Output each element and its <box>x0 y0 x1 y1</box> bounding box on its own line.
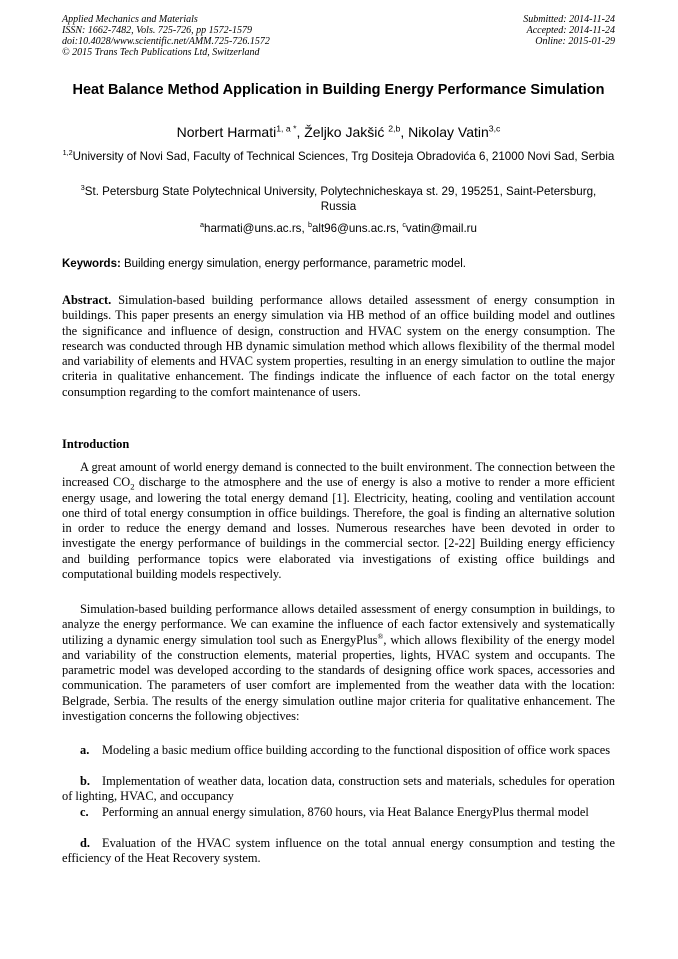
objective-label: c. <box>80 805 89 819</box>
affiliation-text: St. Petersburg State Polytechnical University, Polytechnicheskaya st. 29, 195251, Saint-Petersburg, Russia <box>84 185 597 213</box>
objective-item <box>62 836 615 867</box>
abstract-text: Simulation-based building performance allows detailed assessment of energy consumption in buildings. This paper presents an energy simulation via HB method of an office building model and outlines the significance and influence of design, construction and HVAC system on the energy consumption. The research was conducted through HB dynamic simulation method which allows flexibility of the thermal model and variability of elements and HVAC system properties, resulting in an energy simulation to outline the major criteria in qualitative enhancement. The findings indicate the influence of each factor on the total energy consumption regarding to the comfort maintenance of users. <box>62 293 615 399</box>
affiliation-text: University of Novi Sad, Faculty of Technical Sciences, Trg Dositeja Obradovića 6, 21000 Novi Sad, Serbia <box>72 150 615 163</box>
submitted-date: Submitted: 2014-11-24 <box>523 14 615 25</box>
doi-line: doi:10.4028/www.scientific.net/AMM.725-726.1572 <box>62 36 270 47</box>
paper-title: Heat Balance Method Application in Building Energy Performance Simulation <box>72 82 605 98</box>
paragraph-text: Simulation-based building performance allows detailed assessment of energy consumption in buildings, to analyze the energy performance. We can examine the influence of each factor extensively and systematically utilizing a dynamic energy simulation tool such as EnergyPlus <box>62 602 615 647</box>
abstract <box>62 293 615 400</box>
objective-text: Implementation of weather data, location data, construction sets and materials, schedules for operation of lighting, HVAC, and occupancy <box>62 774 615 804</box>
author-name: , Željko Jakšić <box>296 124 389 140</box>
email-address[interactable]: vatin@mail.ru <box>405 222 477 235</box>
keywords <box>62 257 615 272</box>
author-name: Norbert Harmati <box>176 124 277 140</box>
keywords-text: Building energy simulation, energy performance, parametric model. <box>120 258 466 270</box>
paragraph-text: , which allows flexibility of the energy model and variability of the construction elements, material properties, lights, HVAC system and occupants. The parametric model was developed according to the standards of designing office work spaces, accessories and communication. The parameters of user comfort are implemented from the weather data with the location: Belgrade, Serbia. The results of the energy simulation outline major criteria for qualitative enhancement. The investigation concerns the following objectives: <box>62 632 615 724</box>
issn-line: ISSN: 1662-7482, Vols. 725-726, pp 1572-1579 <box>62 25 252 36</box>
objective-text: Evaluation of the HVAC system influence on the total annual energy consumption and testing the efficiency of the Heat Recovery system. <box>62 836 615 866</box>
journal-name: Applied Mechanics and Materials <box>62 14 198 25</box>
section-heading-introduction: Introduction <box>62 437 130 451</box>
email-address[interactable]: alt96@uns.ac.rs, <box>311 222 403 235</box>
email-mark: a <box>200 220 205 230</box>
objective-label: b. <box>80 774 90 788</box>
objective-item <box>62 805 615 820</box>
affiliation-2 <box>62 184 615 214</box>
header-right <box>523 14 615 47</box>
objective-text: Performing an annual energy simulation, 8760 hours, via Heat Balance EnergyPlus thermal model <box>102 805 589 819</box>
affiliation-mark: 1,2 <box>62 148 73 158</box>
author-affiliation-mark: 1, a * <box>276 123 297 134</box>
objective-label: a. <box>80 743 90 757</box>
registered-mark: ® <box>377 631 384 641</box>
paragraph-text: A great amount of world energy demand is connected to the built environment. The connection between the increased CO <box>62 460 615 490</box>
copyright-line: © 2015 Trans Tech Publications Ltd, Switzerland <box>62 47 260 58</box>
objective-item <box>62 743 615 758</box>
keywords-label: Keywords: <box>62 258 121 270</box>
author-emails <box>62 221 615 236</box>
email-mark: b <box>307 220 312 230</box>
intro-paragraph-1 <box>62 460 615 582</box>
email-mark: c <box>402 220 406 230</box>
author-affiliation-mark: 3,c <box>488 123 501 134</box>
header-left <box>62 14 270 58</box>
paragraph-text: discharge to the atmosphere and the use of energy is also a motive to render a more efficient energy usage, and lowering the total energy demand [1]. Electricity, heating, cooling and ventilation account one third of total energy consumption in office buildings. Therefore, the goal is finding an alternative solution in order to reduce the energy demand and losses. Numerous researches have been devoted in order to investigate the energy performance of buildings in the commercial sector. [2-22] Building energy efficiency and building performance topics were elaborated via investigations of existing office buildings and computational building models respectively. <box>62 475 615 582</box>
accepted-date: Accepted: 2014-11-24 <box>526 25 615 36</box>
author-affiliation-mark: 2,b <box>388 123 401 134</box>
objective-label: d. <box>80 836 90 850</box>
subscript: 2 <box>130 481 135 492</box>
affiliation-mark: 3 <box>80 183 85 193</box>
intro-paragraph-2 <box>62 602 615 724</box>
objective-item <box>62 774 615 805</box>
abstract-label: Abstract. <box>62 293 112 307</box>
affiliation-1 <box>62 149 615 164</box>
online-date: Online: 2015-01-29 <box>535 36 615 47</box>
email-address[interactable]: harmati@uns.ac.rs, <box>204 222 308 235</box>
author-list <box>62 124 615 141</box>
objective-text: Modeling a basic medium office building according to the functional disposition of office work spaces <box>102 743 611 757</box>
author-name: , Nikolay Vatin <box>400 124 489 140</box>
